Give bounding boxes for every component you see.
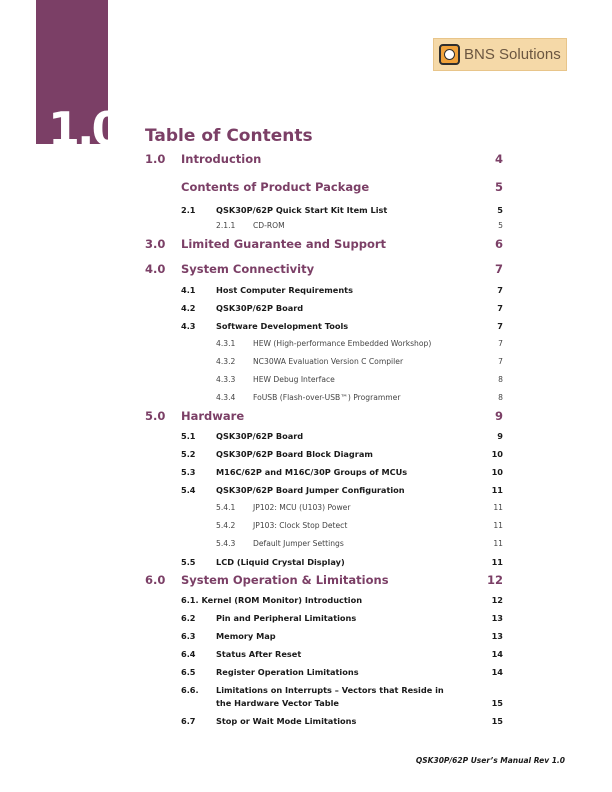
toc-entry-page: 11 <box>491 485 503 495</box>
toc-entry[interactable] <box>216 221 503 230</box>
logo-mark-icon <box>439 44 460 65</box>
logo-text: BNS Solutions <box>464 46 561 63</box>
toc-entry-number: 5.2 <box>181 449 196 459</box>
toc-entry-page: 5 <box>498 221 503 230</box>
toc-entry[interactable] <box>216 539 503 548</box>
toc-entry-number: 5.0 <box>145 409 166 423</box>
toc-entry[interactable] <box>216 393 503 402</box>
toc-entry[interactable] <box>181 613 503 623</box>
toc-entry-title: Register Operation Limitations <box>216 667 359 677</box>
toc-entry-page: 5 <box>497 205 503 215</box>
toc-entry-number: 3.0 <box>145 237 166 251</box>
toc-entry-title: NC30WA Evaluation Version C Compiler <box>253 357 404 366</box>
toc-entry-title: Software Development Tools <box>216 321 349 331</box>
page-footer: QSK30P/62P User’s Manual Rev 1.0 <box>415 756 565 765</box>
toc-entry-page: 14 <box>491 649 503 659</box>
toc-entry-title: Limitations on Interrupts – Vectors that Reside in <box>216 685 444 695</box>
toc-entry-page: 7 <box>498 339 503 348</box>
toc-entry[interactable] <box>145 180 503 194</box>
toc-entry-title: HEW (High-performance Embedded Workshop) <box>253 339 432 348</box>
toc-entry-number: 6.3 <box>181 631 196 641</box>
toc-entry-page: 13 <box>491 631 503 641</box>
toc-entry[interactable] <box>181 557 503 567</box>
toc-entry-page: 15 <box>491 698 503 708</box>
toc-entry-page: 8 <box>498 393 503 402</box>
toc-entry-number: 4.1 <box>181 285 196 295</box>
toc-entry-title: QSK30P/62P Board Block Diagram <box>216 449 373 459</box>
toc-entry-title: FoUSB (Flash-over-USB™) Programmer <box>253 393 401 402</box>
toc-entry-page: 7 <box>494 262 503 276</box>
toc-entry-title: System Connectivity <box>181 262 315 276</box>
toc-entry-number: 5.4 <box>181 485 196 495</box>
toc-entry[interactable] <box>181 716 503 726</box>
toc-entry-number: 6.7 <box>181 716 196 726</box>
toc-entry[interactable] <box>216 339 503 348</box>
toc-entry-title: M16C/62P and M16C/30P Groups of MCUs <box>216 467 408 477</box>
toc-entry-title: QSK30P/62P Board <box>216 303 304 313</box>
toc-entry[interactable] <box>181 667 503 677</box>
toc-entry-title: Limited Guarantee and Support <box>181 237 387 251</box>
toc-entry-page: 15 <box>491 716 503 726</box>
toc-entry[interactable] <box>145 152 503 166</box>
toc-entry-title: JP103: Clock Stop Detect <box>253 521 348 530</box>
toc-entry-number: 4.3.2 <box>216 357 236 366</box>
toc-entry-number: 4.3.4 <box>216 393 236 402</box>
toc-entry[interactable] <box>181 205 503 215</box>
toc-entry-title: QSK30P/62P Board <box>216 431 304 441</box>
toc-entry[interactable] <box>181 649 503 659</box>
toc-entry-page: 9 <box>497 431 503 441</box>
toc-entry[interactable] <box>181 485 503 495</box>
toc-entry[interactable] <box>181 449 503 459</box>
toc-entry-page: 11 <box>493 539 503 548</box>
toc-entry-number: 6.4 <box>181 649 196 659</box>
toc-entry-page: 6 <box>494 237 503 251</box>
toc-entry-page: 10 <box>491 467 503 477</box>
toc-entry[interactable] <box>181 431 503 441</box>
toc-entry-title: QSK30P/62P Quick Start Kit Item List <box>216 205 388 215</box>
toc-entry-title: Hardware <box>181 409 245 423</box>
toc-entry-page: 7 <box>498 357 503 366</box>
toc-entry-number: 4.0 <box>145 262 166 276</box>
toc-entry[interactable] <box>145 409 503 423</box>
toc-entry-title: System Operation & Limitations <box>181 573 389 587</box>
toc-entry-number: 6.2 <box>181 613 196 623</box>
company-logo <box>433 38 567 71</box>
toc-entry-title: LCD (Liquid Crystal Display) <box>216 557 345 567</box>
toc-entry-number: 5.4.3 <box>216 539 236 548</box>
toc-entry-page: 7 <box>497 285 503 295</box>
toc-entry[interactable] <box>216 357 503 366</box>
toc-entry[interactable] <box>181 467 503 477</box>
toc-entry-number: 5.1 <box>181 431 196 441</box>
toc-entry-title: QSK30P/62P Board Jumper Configuration <box>216 485 405 495</box>
toc-entry[interactable] <box>145 237 503 251</box>
toc-entry-number: 4.3.1 <box>216 339 236 348</box>
toc-entry-title: Stop or Wait Mode Limitations <box>216 716 357 726</box>
toc-entry-number: 5.4.2 <box>216 521 236 530</box>
toc-entry-page: 11 <box>493 521 503 530</box>
toc-entry-title: the Hardware Vector Table <box>216 698 339 708</box>
toc-entry[interactable] <box>181 595 503 605</box>
toc-entry-title: Pin and Peripheral Limitations <box>216 613 357 623</box>
toc-entry-page: 5 <box>494 180 503 194</box>
toc-entry-title: Contents of Product Package <box>181 180 370 194</box>
toc-entry-page: 8 <box>498 375 503 384</box>
toc-entry-title: CD-ROM <box>253 221 285 230</box>
toc-entry-number: 1.0 <box>145 152 166 166</box>
toc-entry-page: 11 <box>493 503 503 512</box>
toc-entry-title: Host Computer Requirements <box>216 285 353 295</box>
toc-entry[interactable] <box>216 375 503 384</box>
toc-entry-title: HEW Debug Interface <box>253 375 335 384</box>
chapter-number: 1.0 <box>48 102 121 156</box>
toc-entry-title: JP102: MCU (U103) Power <box>253 503 351 512</box>
page-title: Table of Contents <box>145 126 313 146</box>
toc-entry-number: 4.3 <box>181 321 196 331</box>
toc-entry-title: Memory Map <box>216 631 276 641</box>
toc-entry[interactable] <box>145 573 503 587</box>
toc-entry[interactable] <box>145 262 503 276</box>
toc-entry-title: Status After Reset <box>216 649 302 659</box>
toc-entry[interactable] <box>181 285 503 295</box>
toc-entry-title: 6.1. Kernel (ROM Monitor) Introduction <box>181 595 363 605</box>
toc-entry-page: 14 <box>491 667 503 677</box>
toc-entry-number: 6.6. <box>181 685 199 695</box>
toc-entry-page: 9 <box>494 409 503 423</box>
toc-entry-number: 5.3 <box>181 467 196 477</box>
toc-entry-number: 4.2 <box>181 303 196 313</box>
toc-entry-number: 6.5 <box>181 667 196 677</box>
toc-entry-page: 4 <box>494 152 503 166</box>
toc-entry-number: 2.1.1 <box>216 221 236 230</box>
toc-entry-page: 12 <box>491 595 503 605</box>
toc-entry-number: 5.4.1 <box>216 503 236 512</box>
toc-entry[interactable] <box>216 521 503 530</box>
toc-entry-number: 6.0 <box>145 573 166 587</box>
toc-entry-page: 10 <box>491 449 503 459</box>
toc-entry-page: 11 <box>491 557 503 567</box>
toc-entry-page: 7 <box>497 303 503 313</box>
toc-entry-number: 2.1 <box>181 205 196 215</box>
toc-entry-page: 13 <box>491 613 503 623</box>
toc-entry[interactable] <box>216 503 503 512</box>
toc-entry-title: Default Jumper Settings <box>253 539 344 548</box>
toc-entry-page: 7 <box>497 321 503 331</box>
toc-entry[interactable] <box>181 685 503 695</box>
toc-entry[interactable] <box>181 631 503 641</box>
toc-entry[interactable] <box>216 698 503 708</box>
toc-entry-number: 4.3.3 <box>216 375 236 384</box>
toc-entry-page: 12 <box>486 573 503 587</box>
toc-entry[interactable] <box>181 303 503 313</box>
toc-entry-title: Introduction <box>181 152 262 166</box>
toc-entry[interactable] <box>181 321 503 331</box>
toc-entry-number: 5.5 <box>181 557 196 567</box>
